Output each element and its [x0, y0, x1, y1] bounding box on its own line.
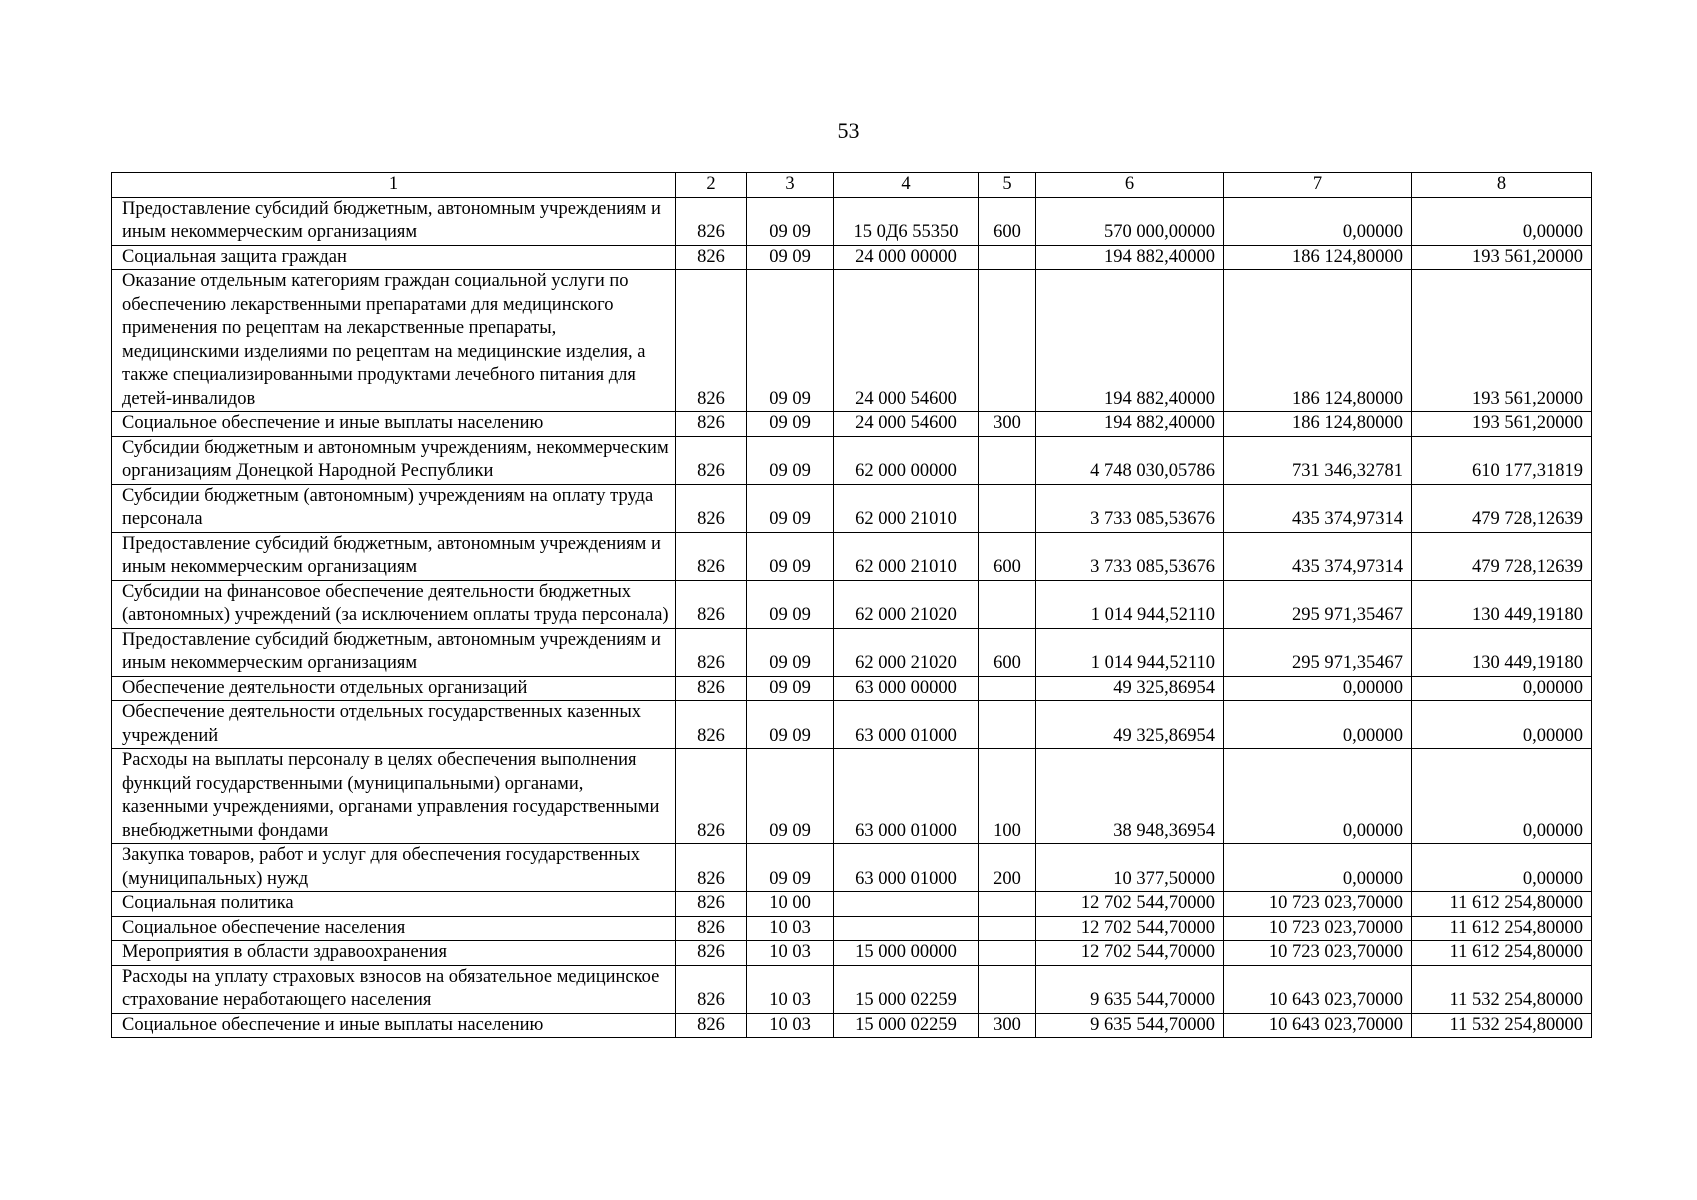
amount-column-7-cell: 0,00000	[1224, 676, 1412, 701]
item-name-cell: Социальная политика	[112, 892, 676, 917]
section-code-cell: 10 03	[747, 941, 834, 966]
item-name-cell: Субсидии на финансовое обеспечение деятельности бюджетных (автономных) учреждений (за исключением оплаты труда персонала)	[112, 580, 676, 628]
amount-column-6-cell: 9 635 544,70000	[1036, 1013, 1224, 1038]
amount-column-6-cell: 194 882,40000	[1036, 245, 1224, 270]
item-name-cell: Предоставление субсидий бюджетным, автономным учреждениям и иным некоммерческим организациям	[112, 532, 676, 580]
page-number: 53	[837, 118, 860, 143]
section-code-cell: 10 03	[747, 1013, 834, 1038]
amount-column-6-cell: 1 014 944,52110	[1036, 580, 1224, 628]
item-name-cell: Социальное обеспечение населения	[112, 916, 676, 941]
department-code-cell: 826	[676, 701, 747, 749]
header-row	[112, 173, 1592, 198]
amount-column-8-cell: 193 561,20000	[1412, 412, 1592, 437]
target-article-cell: 15 000 02259	[834, 965, 979, 1013]
target-article-cell: 15 0Д6 55350	[834, 197, 979, 245]
amount-column-7-cell: 10 723 023,70000	[1224, 916, 1412, 941]
amount-column-8-cell: 479 728,12639	[1412, 484, 1592, 532]
amount-column-6-cell: 4 748 030,05786	[1036, 436, 1224, 484]
expense-type-cell	[979, 916, 1036, 941]
header-cell-2: 2	[676, 173, 747, 198]
amount-column-8-cell: 0,00000	[1412, 676, 1592, 701]
department-code-cell: 826	[676, 532, 747, 580]
item-name-cell: Закупка товаров, работ и услуг для обеспечения государственных (муниципальных) нужд	[112, 844, 676, 892]
target-article-cell: 24 000 54600	[834, 270, 979, 412]
table-row	[112, 197, 1592, 245]
amount-column-8-cell: 11 612 254,80000	[1412, 916, 1592, 941]
section-code-cell: 09 09	[747, 580, 834, 628]
expense-type-cell: 200	[979, 844, 1036, 892]
department-code-cell: 826	[676, 941, 747, 966]
header-cell-5: 5	[979, 173, 1036, 198]
amount-column-6-cell: 9 635 544,70000	[1036, 965, 1224, 1013]
department-code-cell: 826	[676, 270, 747, 412]
item-name-cell: Мероприятия в области здравоохранения	[112, 941, 676, 966]
department-code-cell: 826	[676, 412, 747, 437]
item-name-cell: Предоставление субсидий бюджетным, автономным учреждениям и иным некоммерческим организациям	[112, 628, 676, 676]
amount-column-6-cell: 194 882,40000	[1036, 412, 1224, 437]
amount-column-6-cell: 38 948,36954	[1036, 749, 1224, 844]
target-article-cell: 62 000 21020	[834, 580, 979, 628]
expense-type-cell	[979, 484, 1036, 532]
header-cell-3: 3	[747, 173, 834, 198]
department-code-cell: 826	[676, 676, 747, 701]
department-code-cell: 826	[676, 749, 747, 844]
section-code-cell: 09 09	[747, 270, 834, 412]
expense-type-cell	[979, 580, 1036, 628]
table-row	[112, 749, 1592, 844]
target-article-cell: 63 000 01000	[834, 844, 979, 892]
expense-type-cell: 600	[979, 532, 1036, 580]
expense-type-cell: 300	[979, 1013, 1036, 1038]
section-code-cell: 09 09	[747, 532, 834, 580]
section-code-cell: 09 09	[747, 844, 834, 892]
amount-column-6-cell: 10 377,50000	[1036, 844, 1224, 892]
header-cell-4: 4	[834, 173, 979, 198]
section-code-cell: 09 09	[747, 749, 834, 844]
amount-column-7-cell: 10 643 023,70000	[1224, 965, 1412, 1013]
table-row	[112, 580, 1592, 628]
table-row	[112, 412, 1592, 437]
table-row	[112, 484, 1592, 532]
section-code-cell: 09 09	[747, 436, 834, 484]
item-name-cell: Субсидии бюджетным и автономным учреждениям, некоммерческим организациям Донецкой Народной Республики	[112, 436, 676, 484]
header-cell-1: 1	[112, 173, 676, 198]
amount-column-7-cell: 731 346,32781	[1224, 436, 1412, 484]
amount-column-6-cell: 3 733 085,53676	[1036, 532, 1224, 580]
amount-column-8-cell: 11 612 254,80000	[1412, 941, 1592, 966]
department-code-cell: 826	[676, 245, 747, 270]
section-code-cell: 09 09	[747, 628, 834, 676]
amount-column-8-cell: 130 449,19180	[1412, 580, 1592, 628]
amount-column-8-cell: 479 728,12639	[1412, 532, 1592, 580]
header-cell-6: 6	[1036, 173, 1224, 198]
expense-type-cell	[979, 436, 1036, 484]
amount-column-8-cell: 11 612 254,80000	[1412, 892, 1592, 917]
amount-column-6-cell: 12 702 544,70000	[1036, 941, 1224, 966]
amount-column-7-cell: 186 124,80000	[1224, 245, 1412, 270]
amount-column-6-cell: 194 882,40000	[1036, 270, 1224, 412]
department-code-cell: 826	[676, 916, 747, 941]
department-code-cell: 826	[676, 197, 747, 245]
target-article-cell: 62 000 00000	[834, 436, 979, 484]
target-article-cell: 62 000 21010	[834, 532, 979, 580]
department-code-cell: 826	[676, 1013, 747, 1038]
table-body	[112, 173, 1592, 1038]
department-code-cell: 826	[676, 484, 747, 532]
item-name-cell: Субсидии бюджетным (автономным) учреждениям на оплату труда персонала	[112, 484, 676, 532]
amount-column-7-cell: 0,00000	[1224, 701, 1412, 749]
amount-column-6-cell: 1 014 944,52110	[1036, 628, 1224, 676]
amount-column-8-cell: 0,00000	[1412, 749, 1592, 844]
target-article-cell	[834, 916, 979, 941]
department-code-cell: 826	[676, 965, 747, 1013]
expense-type-cell: 100	[979, 749, 1036, 844]
item-name-cell: Социальное обеспечение и иные выплаты населению	[112, 1013, 676, 1038]
section-code-cell: 09 09	[747, 245, 834, 270]
section-code-cell: 10 00	[747, 892, 834, 917]
target-article-cell: 63 000 00000	[834, 676, 979, 701]
table-row	[112, 892, 1592, 917]
amount-column-6-cell: 49 325,86954	[1036, 676, 1224, 701]
department-code-cell: 826	[676, 844, 747, 892]
section-code-cell: 09 09	[747, 197, 834, 245]
table-row	[112, 1013, 1592, 1038]
table-row	[112, 245, 1592, 270]
amount-column-6-cell: 570 000,00000	[1036, 197, 1224, 245]
target-article-cell	[834, 892, 979, 917]
table-row	[112, 701, 1592, 749]
amount-column-8-cell: 0,00000	[1412, 701, 1592, 749]
table-row	[112, 532, 1592, 580]
expense-type-cell	[979, 892, 1036, 917]
expense-type-cell	[979, 245, 1036, 270]
amount-column-7-cell: 295 971,35467	[1224, 628, 1412, 676]
amount-column-7-cell: 0,00000	[1224, 749, 1412, 844]
amount-column-7-cell: 10 723 023,70000	[1224, 892, 1412, 917]
expense-type-cell: 300	[979, 412, 1036, 437]
item-name-cell: Расходы на уплату страховых взносов на обязательное медицинское страхование неработающего населения	[112, 965, 676, 1013]
section-code-cell: 09 09	[747, 701, 834, 749]
item-name-cell: Обеспечение деятельности отдельных государственных казенных учреждений	[112, 701, 676, 749]
department-code-cell: 826	[676, 628, 747, 676]
target-article-cell: 62 000 21020	[834, 628, 979, 676]
target-article-cell: 15 000 02259	[834, 1013, 979, 1038]
section-code-cell: 10 03	[747, 916, 834, 941]
item-name-cell: Расходы на выплаты персоналу в целях обеспечения выполнения функций государственными (муниципальными) органами, казенными учреждениями, органами управления государственными внебюджетными фондами	[112, 749, 676, 844]
table-row	[112, 676, 1592, 701]
target-article-cell: 63 000 01000	[834, 749, 979, 844]
amount-column-8-cell: 193 561,20000	[1412, 245, 1592, 270]
table-row	[112, 436, 1592, 484]
amount-column-7-cell: 186 124,80000	[1224, 412, 1412, 437]
department-code-cell: 826	[676, 892, 747, 917]
amount-column-6-cell: 12 702 544,70000	[1036, 892, 1224, 917]
section-code-cell: 09 09	[747, 412, 834, 437]
amount-column-7-cell: 10 643 023,70000	[1224, 1013, 1412, 1038]
target-article-cell: 15 000 00000	[834, 941, 979, 966]
section-code-cell: 09 09	[747, 484, 834, 532]
target-article-cell: 24 000 54600	[834, 412, 979, 437]
item-name-cell: Предоставление субсидий бюджетным, автономным учреждениям и иным некоммерческим организациям	[112, 197, 676, 245]
table-row	[112, 965, 1592, 1013]
target-article-cell: 63 000 01000	[834, 701, 979, 749]
amount-column-7-cell: 295 971,35467	[1224, 580, 1412, 628]
table-row	[112, 628, 1592, 676]
department-code-cell: 826	[676, 580, 747, 628]
header-cell-7: 7	[1224, 173, 1412, 198]
table-row	[112, 941, 1592, 966]
expense-type-cell	[979, 676, 1036, 701]
amount-column-7-cell: 435 374,97314	[1224, 532, 1412, 580]
amount-column-6-cell: 12 702 544,70000	[1036, 916, 1224, 941]
expense-type-cell	[979, 270, 1036, 412]
amount-column-6-cell: 3 733 085,53676	[1036, 484, 1224, 532]
item-name-cell: Оказание отдельным категориям граждан социальной услуги по обеспечению лекарственными препаратами для медицинского применения по рецептам на лекарственные препараты, медицинскими изделиями по рецептам на медицинские изделия, а также специализированными продуктами лечебного питания для детей-инвалидов	[112, 270, 676, 412]
amount-column-8-cell: 0,00000	[1412, 197, 1592, 245]
amount-column-7-cell: 0,00000	[1224, 844, 1412, 892]
amount-column-8-cell: 193 561,20000	[1412, 270, 1592, 412]
table-row	[112, 916, 1592, 941]
amount-column-7-cell: 10 723 023,70000	[1224, 941, 1412, 966]
amount-column-8-cell: 11 532 254,80000	[1412, 1013, 1592, 1038]
expense-type-cell	[979, 701, 1036, 749]
department-code-cell: 826	[676, 436, 747, 484]
budget-table	[111, 172, 1592, 1038]
section-code-cell: 10 03	[747, 965, 834, 1013]
amount-column-7-cell: 435 374,97314	[1224, 484, 1412, 532]
amount-column-7-cell: 186 124,80000	[1224, 270, 1412, 412]
target-article-cell: 62 000 21010	[834, 484, 979, 532]
table-row	[112, 844, 1592, 892]
amount-column-8-cell: 11 532 254,80000	[1412, 965, 1592, 1013]
table-row	[112, 270, 1592, 412]
amount-column-8-cell: 610 177,31819	[1412, 436, 1592, 484]
amount-column-7-cell: 0,00000	[1224, 197, 1412, 245]
amount-column-8-cell: 0,00000	[1412, 844, 1592, 892]
expense-type-cell	[979, 941, 1036, 966]
item-name-cell: Социальное обеспечение и иные выплаты населению	[112, 412, 676, 437]
item-name-cell: Социальная защита граждан	[112, 245, 676, 270]
item-name-cell: Обеспечение деятельности отдельных организаций	[112, 676, 676, 701]
section-code-cell: 09 09	[747, 676, 834, 701]
header-cell-8: 8	[1412, 173, 1592, 198]
amount-column-6-cell: 49 325,86954	[1036, 701, 1224, 749]
expense-type-cell: 600	[979, 197, 1036, 245]
target-article-cell: 24 000 00000	[834, 245, 979, 270]
expense-type-cell	[979, 965, 1036, 1013]
expense-type-cell: 600	[979, 628, 1036, 676]
amount-column-8-cell: 130 449,19180	[1412, 628, 1592, 676]
